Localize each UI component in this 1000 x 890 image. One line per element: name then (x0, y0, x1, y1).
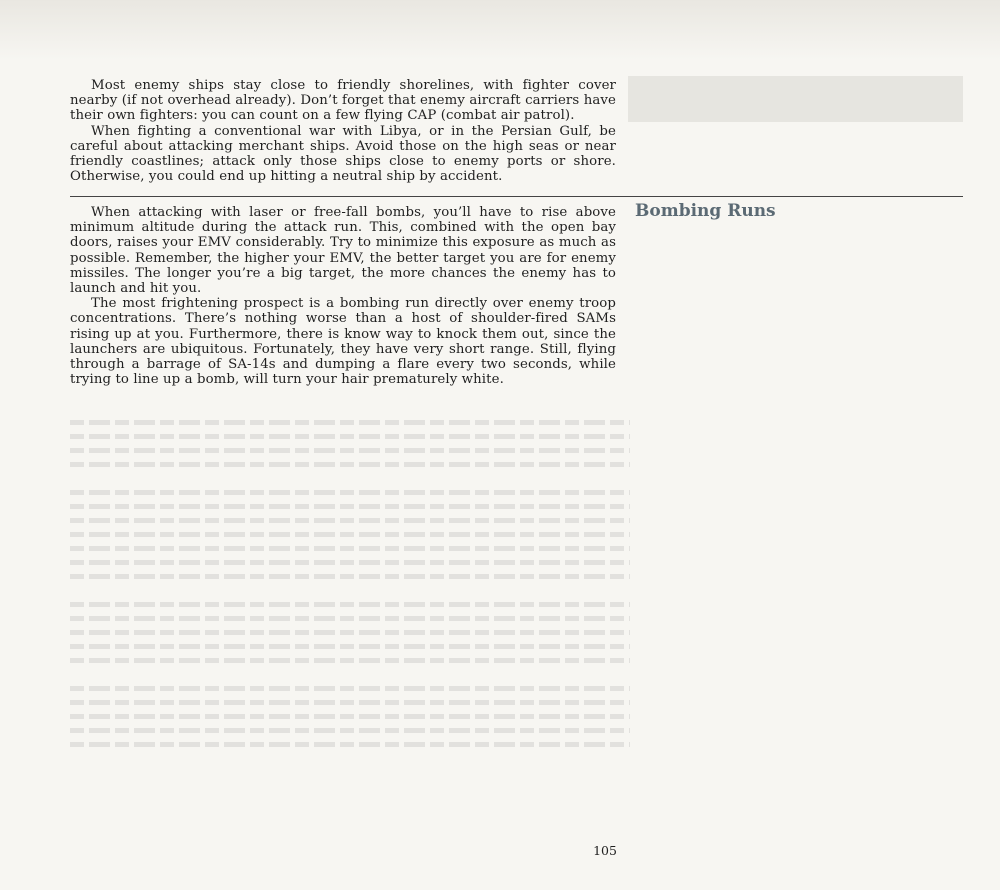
paragraph: The most frightening prospect is a bombing run directly over enemy troop concentrations. There’s nothing worse than a host of shoulder-fired SAMs rising up at you. Furthermore, there is know way to knock them out, since the launchers are ubiquitous. Fortunately, they have very short range. Still, flying through a barrage of SA-14s and dumping a flare every two seconds, while trying to line up a bomb, will turn your hair prematurely white. (70, 296, 616, 388)
text-block-ships (70, 78, 616, 184)
section-heading-bombing-runs: Bombing Runs (635, 201, 776, 221)
paragraph: When attacking with laser or free-fall bombs, you’ll have to rise above minimum altitude during the attack run. This, combined with the open bay doors, raises your EMV considerably. Try to minimize this exposure as much as possible. Remember, the higher your EMV, the better target you are for enemy missiles. The longer you’re a big target, the more chances the enemy has to launch and hit you. (70, 205, 616, 297)
paragraph: Most enemy ships stay close to friendly shorelines, with fighter cover nearby (if not overhead already). Don’t forget that enemy aircraft carriers have their own fighters: you can count on a few flying CAP (combat air patrol). (70, 78, 616, 124)
sidebar-shaded-box (628, 76, 963, 122)
reverse-page-bleed-through (70, 420, 630, 820)
section-divider-rule (70, 196, 963, 197)
page-top-shade (0, 0, 1000, 60)
page-number: 105 (593, 843, 617, 858)
paragraph: When fighting a conventional war with Libya, or in the Persian Gulf, be careful about attacking merchant ships. Avoid those on the high seas or near friendly coastlines; attack only those ships close to enemy ports or shore. Otherwise, you could end up hitting a neutral ship by accident. (70, 123, 616, 185)
text-block-bombing-runs (70, 205, 616, 387)
